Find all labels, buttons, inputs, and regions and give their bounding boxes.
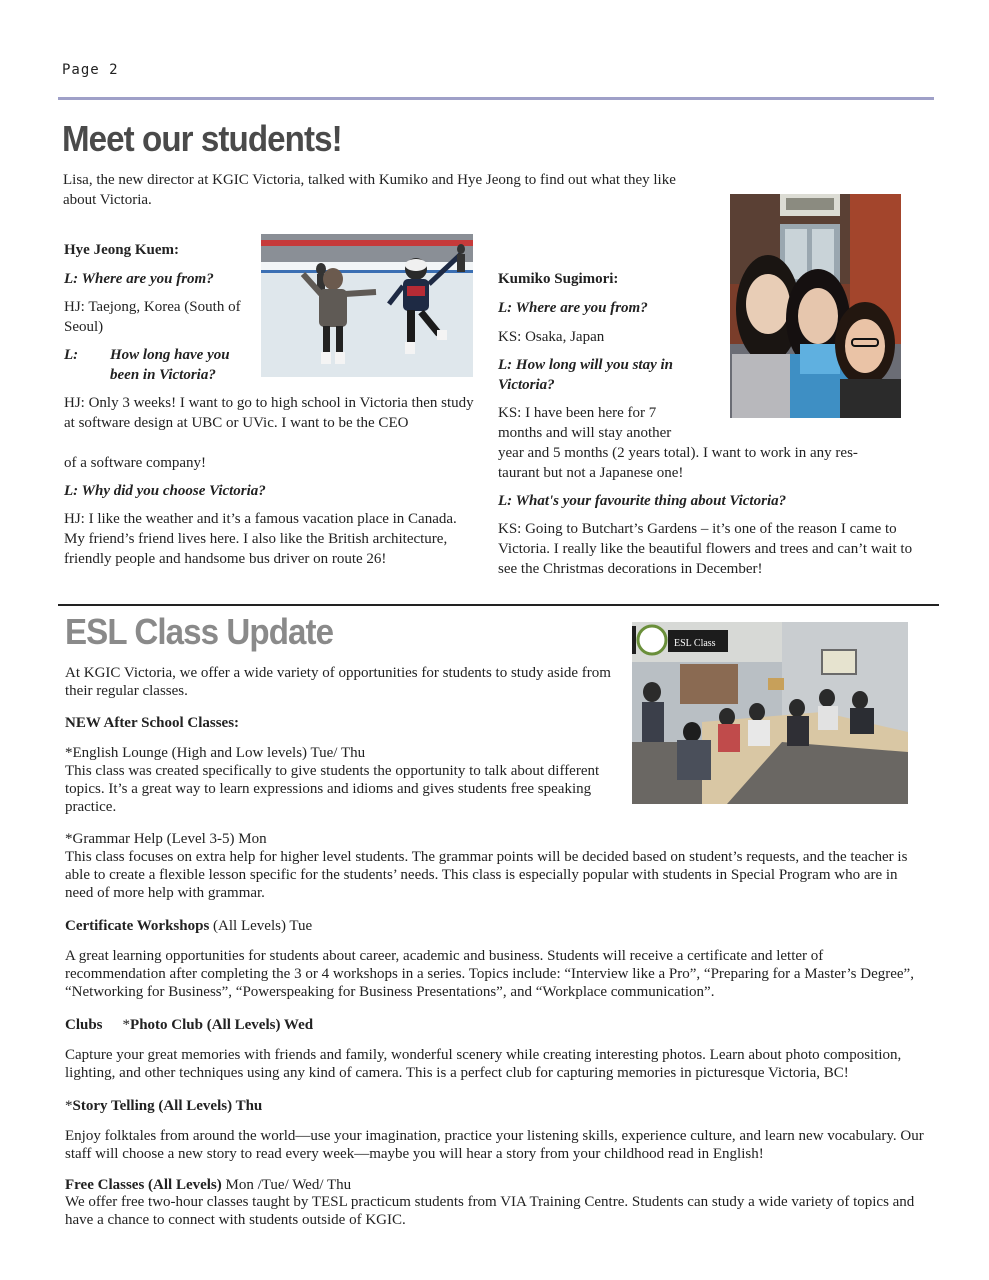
hye-name: Hye Jeong Kuem:: [64, 242, 179, 258]
meet-intro: Lisa, the new director at KGIC Victoria, talked with Kumiko and Hye Jeong to find out what they like about Victoria.: [63, 172, 676, 208]
hye-q1: L: Where are you from?: [64, 271, 214, 287]
ice-skating-photo: [261, 234, 473, 377]
classroom-illustration: [632, 622, 908, 804]
certificate-title-bold: Certificate Workshops: [65, 918, 210, 934]
kumiko-a2-line1: KS: I have been here for 7: [498, 405, 657, 421]
hye-q2-prefix: L:: [64, 347, 79, 363]
meet-title: Meet our students!: [62, 118, 342, 159]
esl-title: ESL Class Update: [65, 611, 334, 652]
english-lounge-body: This class was created specifically to give students the opportunity to talk about different topics. It’s a great way to learn expressions and idioms and gives students free speaking practice.: [65, 763, 600, 815]
story-telling-star: *: [65, 1098, 73, 1114]
esl-class-photo: [632, 622, 908, 804]
kumiko-a2-line3: year and 5 months (2 years total). I want to work in any res-: [498, 445, 858, 461]
photo-club-title: Photo Club (All Levels) Wed: [130, 1017, 314, 1033]
free-classes-body: We offer free two-hour classes taught by TESL practicum students from VIA Training Centre. Students can study a wide variety of topics and have a chance to connect with students outside of KGIC.: [65, 1194, 915, 1228]
hye-q2: [64, 345, 264, 385]
free-classes-title-rest: Mon /Tue/ Wed/ Thu: [221, 1177, 352, 1193]
hye-a2b: of a software company!: [64, 455, 207, 471]
kumiko-name: Kumiko Sugimori:: [498, 271, 619, 287]
story-telling-title: Story Telling (All Levels) Thu: [72, 1098, 263, 1114]
kumiko-a2-line4: taurant but not a Japanese one!: [498, 465, 684, 481]
kumiko-a3: KS: Going to Butchart’s Gardens – it’s one of the reason I came to Victoria. I really like the beautiful flowers and trees and can’t wait to see the Christmas decorations in December!: [498, 521, 913, 577]
hye-a3: HJ: I like the weather and it’s a famous vacation place in Canada. My friend’s friend lives here. I also like the British architecture, friendly people and handsome bus driver on route 26!: [64, 511, 457, 567]
selfie-illustration: [730, 194, 901, 418]
header-rule: [58, 97, 934, 100]
students-selfie-photo: [730, 194, 901, 418]
story-telling-body: Enjoy folktales from around the world—use your imagination, practice your listening skills, experience culture, and learn new vocabulary. Our staff will choose a new story to read every week—maybe you will hear a story from your childhood read in English!: [65, 1128, 924, 1162]
certificate-title: [65, 916, 312, 936]
certificate-body: A great learning opportunities for students about career, academic and business. Students will receive a certificate and letter of recommendation after completing the 3 or 4 workshops in a series. Topics include: “Interview like a Pro”, “Preparing for a Master’s Degree”, “Networking for Business”, “Powerspeaking for Business Presentations”, and “Workplace communication”.: [65, 948, 914, 1000]
esl-intro: At KGIC Victoria, we offer a wide variety of opportunities for students to study aside from their regular classes.: [65, 665, 611, 699]
kumiko-a1: KS: Osaka, Japan: [498, 329, 605, 345]
hye-a1: HJ: Taejong, Korea (South of Seoul): [64, 299, 241, 335]
clubs-label: Clubs: [65, 1017, 103, 1033]
free-classes-title: [65, 1175, 351, 1195]
grammar-help-title: *Grammar Help (Level 3-5) Mon: [65, 831, 267, 847]
certificate-title-rest: (All Levels) Tue: [209, 918, 313, 934]
hye-q3: L: Why did you choose Victoria?: [64, 483, 266, 499]
hye-q2-line2: been in Victoria?: [110, 367, 216, 383]
kumiko-a2-line2: months and will stay another: [498, 425, 672, 441]
grammar-help-body: This class focuses on extra help for higher level students. The grammar points will be decided based on student’s requests, and the teacher is able to create a flexible lesson specific for the students’ needs. This class is especially popular with students in Special Program who are in need of more help with grammar.: [65, 849, 908, 901]
photo-club-star: *: [122, 1017, 131, 1033]
photo-caption: ESL Class: [674, 638, 716, 649]
clubs-heading: [65, 1015, 313, 1035]
english-lounge-title: *English Lounge (High and Low levels) Tue/ Thu: [65, 745, 366, 761]
kumiko-q2: L: How long will you stay in Victoria?: [498, 357, 674, 393]
hye-q2-line1: How long have you: [110, 347, 230, 363]
new-classes-heading: NEW After School Classes:: [65, 715, 240, 731]
section-divider: [58, 604, 939, 606]
page-number: Page 2: [62, 62, 119, 78]
ice-skating-illustration: [261, 234, 473, 377]
free-classes-title-bold: Free Classes (All Levels): [65, 1177, 222, 1193]
kumiko-q3: L: What's your favourite thing about Victoria?: [498, 493, 787, 509]
photo-club-body: Capture your great memories with friends and family, wonderful scenery while creating interesting photos. Learn about photo composition, lighting, and other techniques using any kind of camera. This is a perfect club for capturing memories in picturesque Victoria, BC!: [65, 1047, 902, 1081]
kumiko-q1: L: Where are you from?: [498, 300, 648, 316]
hye-a2: HJ: Only 3 weeks! I want to go to high school in Victoria then study at software design at UBC or UVic. I want to be the CEO: [64, 395, 474, 431]
story-telling-heading: [65, 1096, 262, 1116]
